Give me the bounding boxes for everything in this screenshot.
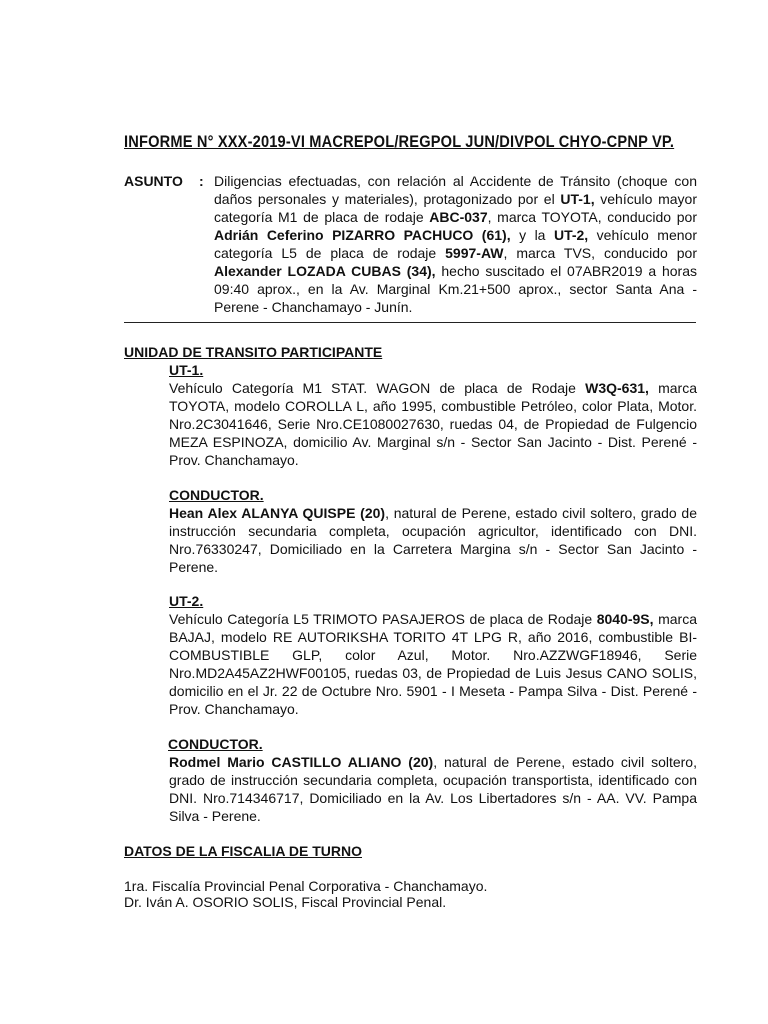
ut2-description: Vehículo Categoría L5 TRIMOTO PASAJEROS de placa de Rodaje 8040-9S, marca BAJAJ, modelo RE AUTORIKSHA TORITO 4T LPG R, año 2016, combustible BI-COMBUSTIBLE GLP, color Azul, Motor. Nro.AZZWGF18946, Serie Nro.MD2A45AZ2HWF00105, ruedas 03, de Propiedad de Luis Jesus CANO SOLIS, domicilio en el Jr. 22 de Octubre Nro. 5901 - I Meseta - Pampa Silva - Dist. Perené - Prov. Chanchamayo. xyxy=(169,611,697,717)
ut2-label: UT-2. xyxy=(169,593,204,609)
fiscalia-line-2: Dr. Iván A. OSORIO SOLIS, Fiscal Provincial Penal. xyxy=(124,894,447,910)
conductor1-description: Hean Alex ALANYA QUISPE (20), natural de Perene, estado civil soltero, grado de instrucción secundaria completa, ocupación agricultor, identificado con DNI. Nro.76330247, Domiciliado en la Carretera Margina s/n - Sector San Jacinto - Perene. xyxy=(169,505,697,575)
conductor2-description: Rodmel Mario CASTILLO ALIANO (20), natural de Perene, estado civil soltero, grado de instrucción secundaria completa, ocupación transportista, identificado con DNI. Nro.714346717, Domiciliado en la Av. Los Libertadores s/n - AA. VV. Pampa Silva - Perene. xyxy=(169,754,697,824)
asunto-label: ASUNTO xyxy=(124,173,183,189)
conductor1-label: CONDUCTOR. xyxy=(169,487,264,503)
report-title: INFORME N° XXX-2019-VI MACREPOL/REGPOL JUN/DIVPOL CHYO-CPNP VP. xyxy=(124,132,675,151)
asunto-text: Diligencias efectuadas, con relación al Accidente de Tránsito (choque con daños personales y materiales), protagonizado por el UT-1, vehículo mayor categoría M1 de placa de rodaje ABC-037, marca TOYOTA, conducido por Adrián Ceferino PIZARRO PACHUCO (61), y la UT-2, vehículo menor categoría L5 de placa de rodaje 5997-AW, marca TVS, conducido por Alexander LOZADA CUBAS (34), hecho suscitado el 07ABR2019 a horas 09:40 aprox., en la Av. Marginal Km.21+500 aprox., sector Santa Ana - Perene - Chanchamayo - Junín. xyxy=(214,173,697,315)
unidad-heading: UNIDAD DE TRANSITO PARTICIPANTE xyxy=(124,344,383,360)
ut1-description: Vehículo Categoría M1 STAT. WAGON de placa de Rodaje W3Q-631, marca TOYOTA, modelo COROLLA L, año 1995, combustible Petróleo, color Plata, Motor. Nro.2C3041646, Serie Nro.CE1080027630, ruedas 04, de Propiedad de Fulgencio MEZA ESPINOZA, domicilio Av. Marginal s/n - Sector San Jacinto - Dist. Perené - Prov. Chanchamayo. xyxy=(169,380,697,468)
section-divider xyxy=(124,322,696,323)
asunto-colon: : xyxy=(199,173,204,189)
ut1-label: UT-1. xyxy=(169,362,204,378)
fiscalia-heading: DATOS DE LA FISCALIA DE TURNO xyxy=(124,843,362,859)
conductor2-label: CONDUCTOR. xyxy=(168,736,263,752)
fiscalia-line-1: 1ra. Fiscalía Provincial Penal Corporativa - Chanchamayo. xyxy=(124,878,488,894)
